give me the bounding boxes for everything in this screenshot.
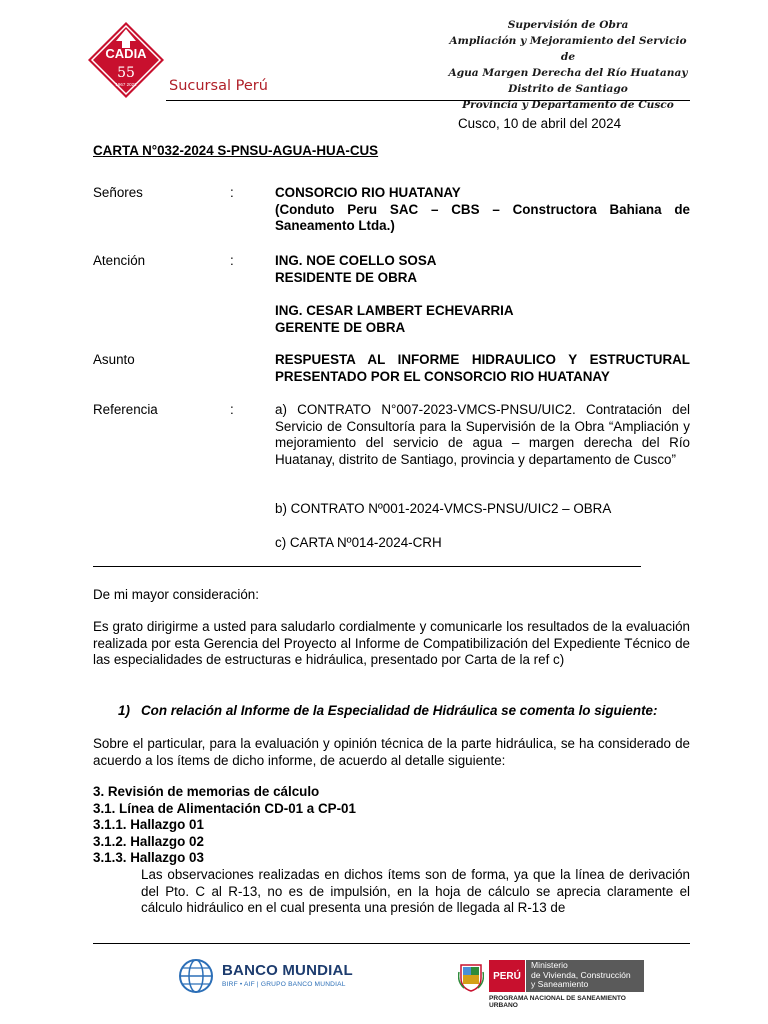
- program-name: PROGRAMA NACIONAL DE SANEAMIENTO URBANO: [489, 995, 626, 1009]
- section-heading: [93, 784, 356, 867]
- project-line: Provincia y Departamento de Cusco: [462, 99, 674, 111]
- asunto-value: RESPUESTA AL INFORME HIDRAULICO Y ESTRUCTURAL PRESENTADO POR EL CONSORCIO RIO HUATANAY: [275, 352, 690, 384]
- footer-divider: [93, 943, 690, 944]
- colon: :: [230, 402, 234, 417]
- world-bank-title: BANCO MUNDIAL: [222, 962, 353, 979]
- world-bank-subtitle: BIRF • AIF | GRUPO BANCO MUNDIAL: [222, 981, 346, 988]
- attention-name: ING. CESAR LAMBERT ECHEVARRIA: [275, 303, 514, 319]
- project-line: Supervisión de Obra: [507, 19, 629, 31]
- ministry-line: Ministerio: [531, 960, 568, 970]
- project-header: [448, 17, 688, 113]
- attention-name: ING. NOE COELLO SOSA: [275, 253, 437, 268]
- letter-number: CARTA N°032-2024 S-PNSU-AGUA-HUA-CUS: [93, 143, 379, 158]
- heading-3-1-3: 3.1.3. Hallazgo 03: [93, 850, 204, 866]
- reference-b: b) CONTRATO Nº001-2024-VMCS-PNSU/UIC2 – OBRA: [275, 501, 612, 516]
- branch-name: Sucursal Perú: [169, 78, 268, 94]
- project-line: Ampliación y Mejoramiento del Servicio de: [449, 35, 687, 63]
- svg-text:55: 55: [117, 65, 135, 81]
- ministry-line: y Saneamiento: [531, 979, 589, 990]
- greeting: De mi mayor consideración:: [93, 587, 259, 602]
- item-number: 1): [118, 703, 130, 718]
- heading-3-1-1: 3.1.1. Hallazgo 01: [93, 817, 204, 833]
- item-heading: Con relación al Informe de la Especialidad de Hidráulica se comenta lo siguiente:: [141, 703, 658, 718]
- header-divider: [166, 100, 690, 101]
- ministry-line: de Vivienda, Construcción: [531, 969, 631, 980]
- observations-paragraph: Las observaciones realizadas en dichos ítems son de forma, ya que la línea de derivación del Pto. C al R-13, no es de impulsión, en la hoja de cálculo se aprecia claramente el cálculo hidráulico en el cual presenta una presión de llegada al R-13 de: [141, 867, 690, 916]
- senores-value: [275, 185, 690, 235]
- world-bank-globe-icon: [178, 958, 214, 994]
- atencion-label: Atención: [93, 253, 146, 268]
- peru-badge: PERÚ: [489, 960, 525, 992]
- svg-text:1967 2022: 1967 2022: [115, 82, 137, 87]
- reference-a: a) CONTRATO N°007-2023-VMCS-PNSU/UIC2. Contratación del Servicio de Consultoría para la Supervisión de la Obra “Ampliación y mejoramiento del servicio de agua – margen derecha del Río Huatanay, distrito de Santiago, provincia y departamento de Cusco”: [275, 402, 690, 467]
- atencion-value: [275, 253, 690, 336]
- referencia-label: Referencia: [93, 402, 158, 417]
- particular-paragraph: Sobre el particular, para la evaluación y opinión técnica de la parte hidráulica, se ha considerado de acuerdo a los ítems de dicho informe, de acuerdo al detalle siguiente:: [93, 736, 690, 768]
- project-line: Agua Margen Derecha del Río Huatanay: [448, 67, 688, 79]
- recipient-company: CONSORCIO RIO HUATANAY: [275, 185, 461, 200]
- heading-3-1-2: 3.1.2. Hallazgo 02: [93, 833, 204, 849]
- colon: :: [230, 253, 234, 268]
- senores-label: Señores: [93, 185, 143, 200]
- letter-date: Cusco, 10 de abril del 2024: [458, 116, 622, 131]
- reference-c: c) CARTA Nº014-2024-CRH: [275, 535, 442, 550]
- reference-divider: [93, 566, 641, 567]
- attention-role: RESIDENTE DE OBRA: [275, 269, 418, 285]
- ministry-badge: [526, 960, 644, 992]
- heading-3: 3. Revisión de memorias de cálculo: [93, 784, 320, 799]
- project-line: Distrito de Santiago: [508, 83, 628, 95]
- heading-3-1: 3.1. Línea de Alimentación CD-01 a CP-01: [93, 800, 356, 816]
- svg-text:CADIA: CADIA: [105, 46, 147, 61]
- colon: :: [230, 185, 234, 200]
- attention-role: GERENTE DE OBRA: [275, 319, 406, 335]
- recipient-consortium: (Conduto Peru SAC – CBS – Constructora Bahiana de Saneamento Ltda.): [275, 201, 690, 234]
- intro-paragraph: Es grato dirigirme a usted para saludarlo cordialmente y comunicarle los resultados de la evaluación realizada por esta Gerencia del Proyecto al Informe de Compatibilización del Expediente Técnico de las especialidades de estructuras e hidráulica, presentado por Carta de la ref c): [93, 619, 690, 668]
- peru-coat-of-arms-icon: [458, 962, 484, 992]
- asunto-label: Asunto: [93, 352, 135, 367]
